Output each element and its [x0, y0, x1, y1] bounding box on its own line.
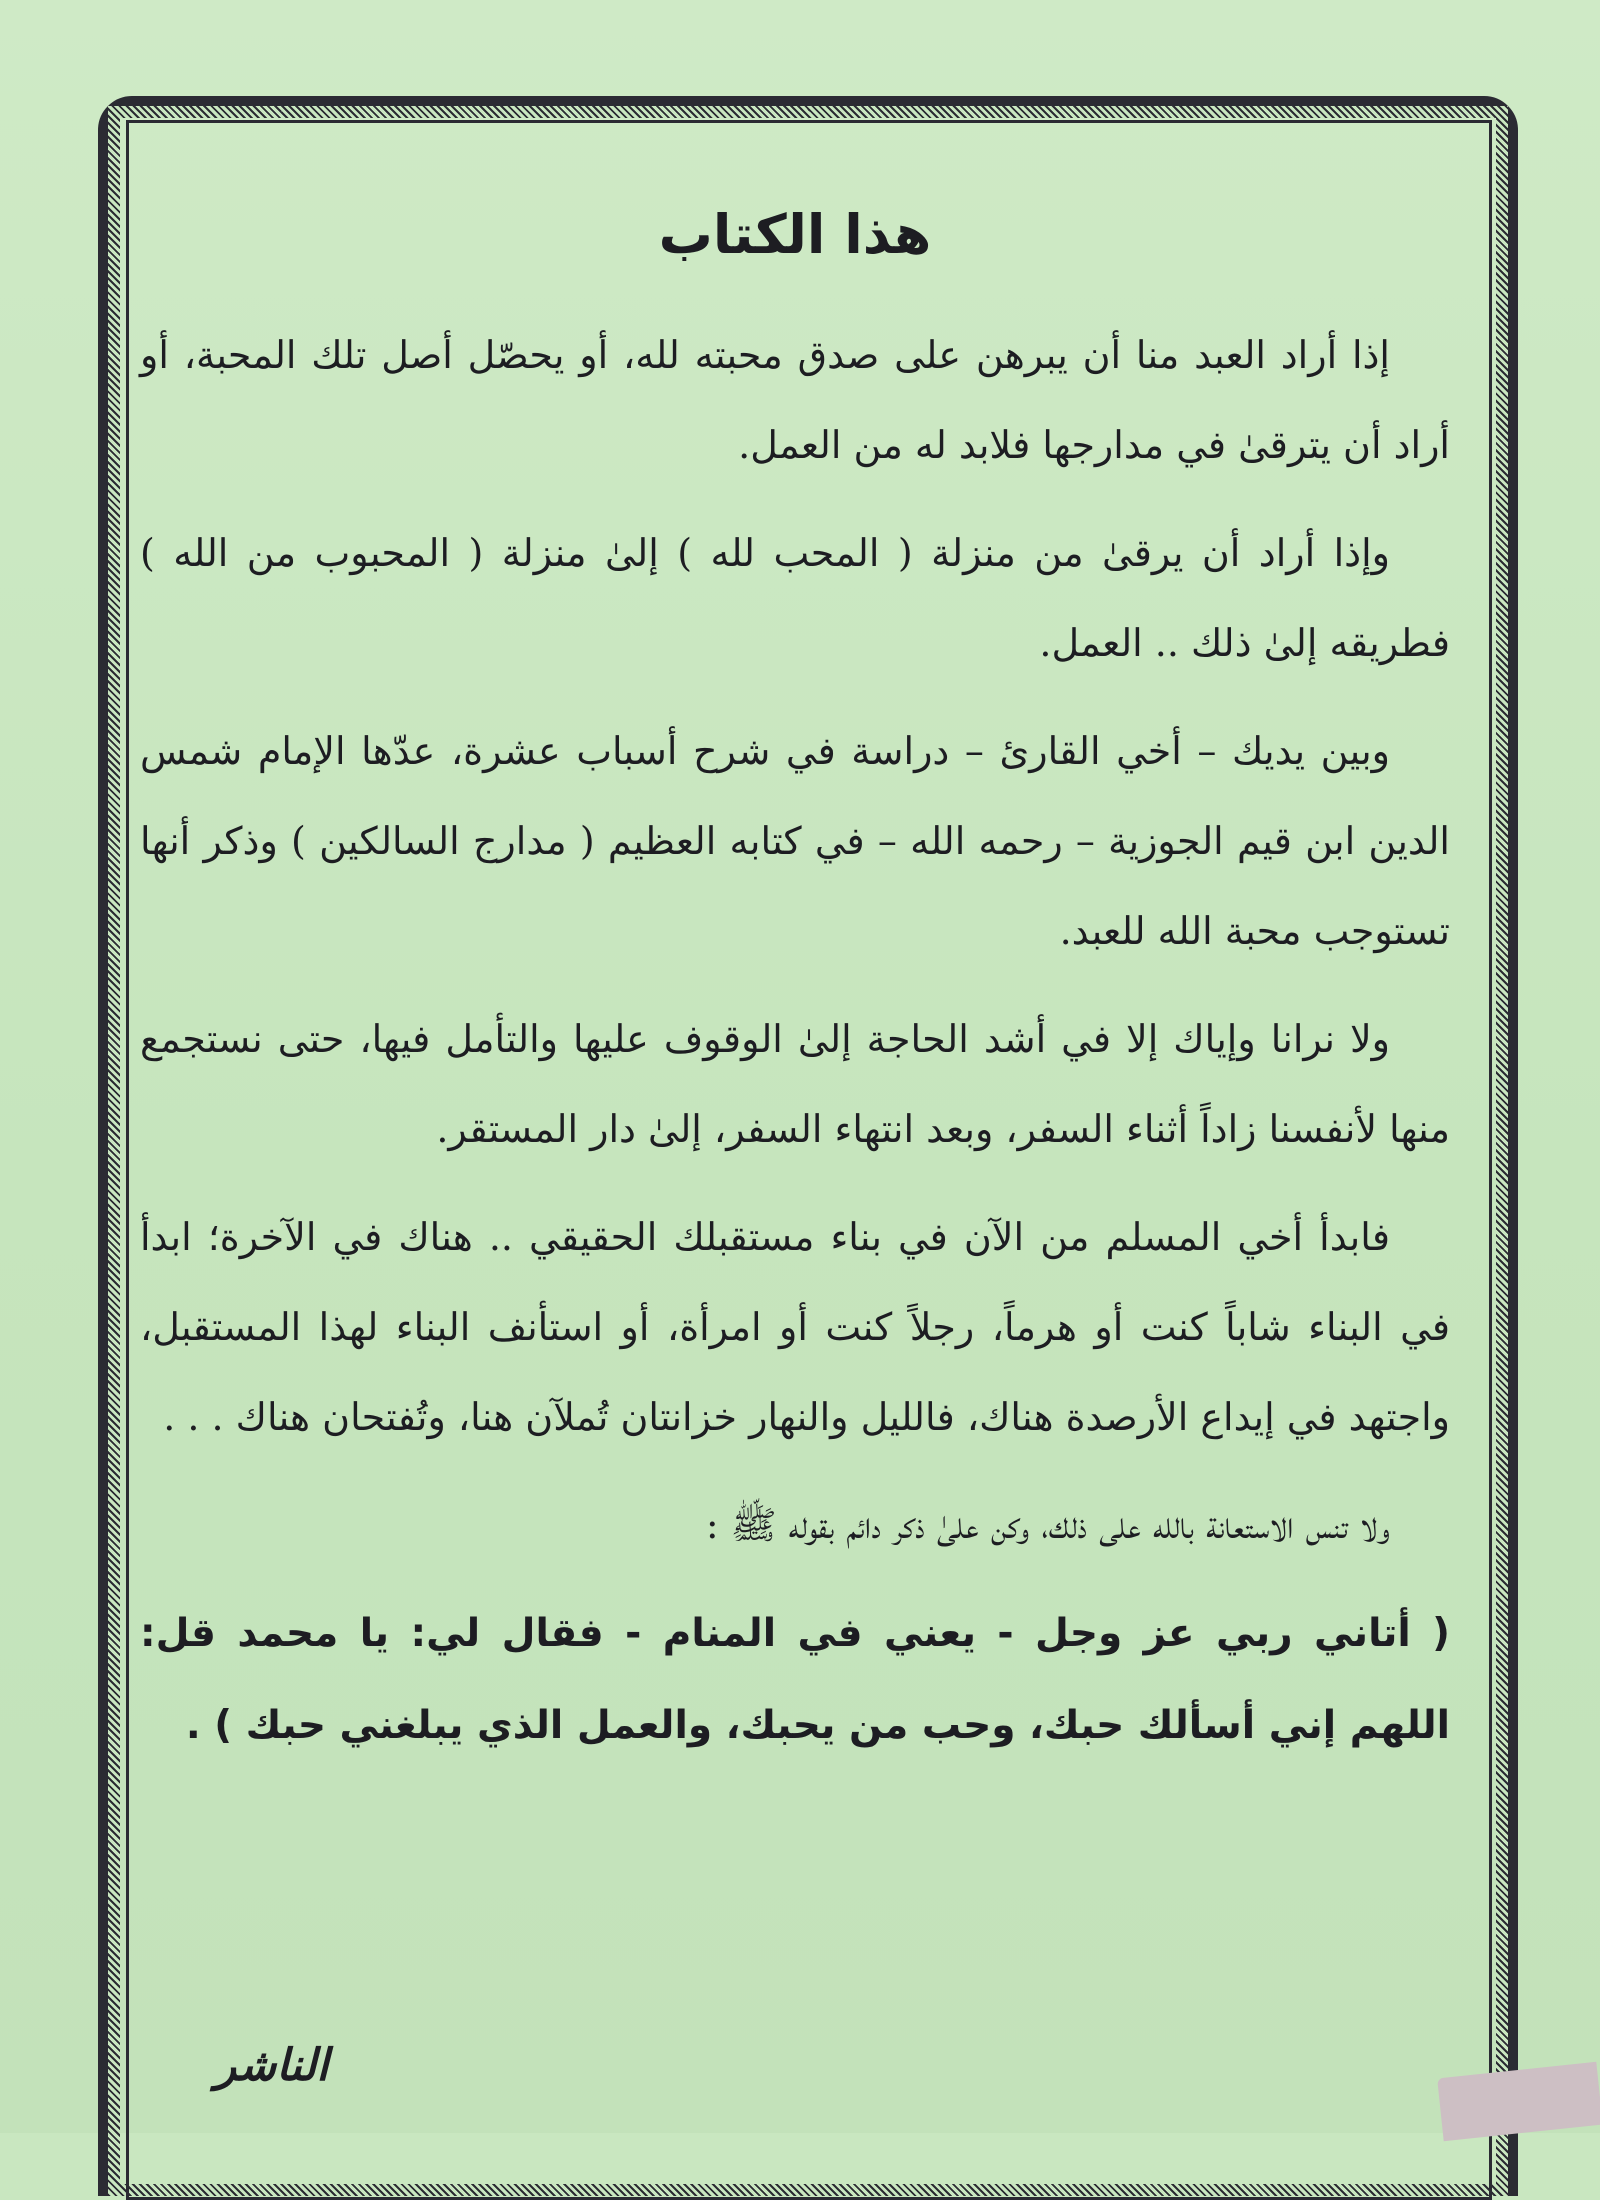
- publisher-signature: الناشر: [215, 2040, 329, 2091]
- document-title: هذا الكتاب: [658, 203, 932, 266]
- document-body: [140, 200, 1450, 1772]
- paragraph-2: وإذا أراد أن يرقىٰ من منزلة ( المحب لله ) إلىٰ منزلة ( المحبوب من الله ) فطريقه إلىٰ ذلك .. العمل.: [140, 531, 1450, 666]
- paragraph-4: ولا نرانا وإياك إلا في أشد الحاجة إلىٰ الوقوف عليها والتأمل فيها، حتى نستجمع منها لأنفسنا زاداً أثناء السفر، وبعد انتهاء السفر، إلىٰ دار المستقر.: [140, 1017, 1450, 1152]
- paragraph-1: إذا أراد العبد منا أن يبرهن على صدق محبته لله، أو يحصّل أصل تلك المحبة، أو أراد أن يترقىٰ في مدارجها فلابد له من العمل.: [140, 333, 1450, 468]
- paragraph-6: ولا تنس الاستعانة بالله على ذلك، وكن علىٰ ذكر دائم بقوله ﷺ :: [705, 1503, 1390, 1548]
- hadith-quote: ( أتاني ربي عز وجل - يعني في المنام - فقال لي: يا محمد قل: اللهم إني أسألك حبك، وحب من يحبك، والعمل الذي يبلغني حبك ) .: [140, 1611, 1450, 1749]
- paragraph-5: فابدأ أخي المسلم من الآن في بناء مستقبلك الحقيقي .. هناك في الآخرة؛ ابدأ في البناء شاباً كنت أو هرماً، رجلاً كنت أو امرأة، أو استأنف البناء لهذا المستقبل، واجتهد في إيداع الأرصدة هناك، فالليل والنهار خزانتان تُملآن هنا، وتُفتحان هناك . . .: [140, 1215, 1450, 1440]
- paragraph-3: وبين يديك – أخي القارئ – دراسة في شرح أسباب عشرة، عدّها الإمام شمس الدين ابن قيم الجوزية – رحمه الله – في كتابه العظيم ( مدارج السالكين ) وذكر أنها تستوجب محبة الله للعبد.: [140, 729, 1450, 954]
